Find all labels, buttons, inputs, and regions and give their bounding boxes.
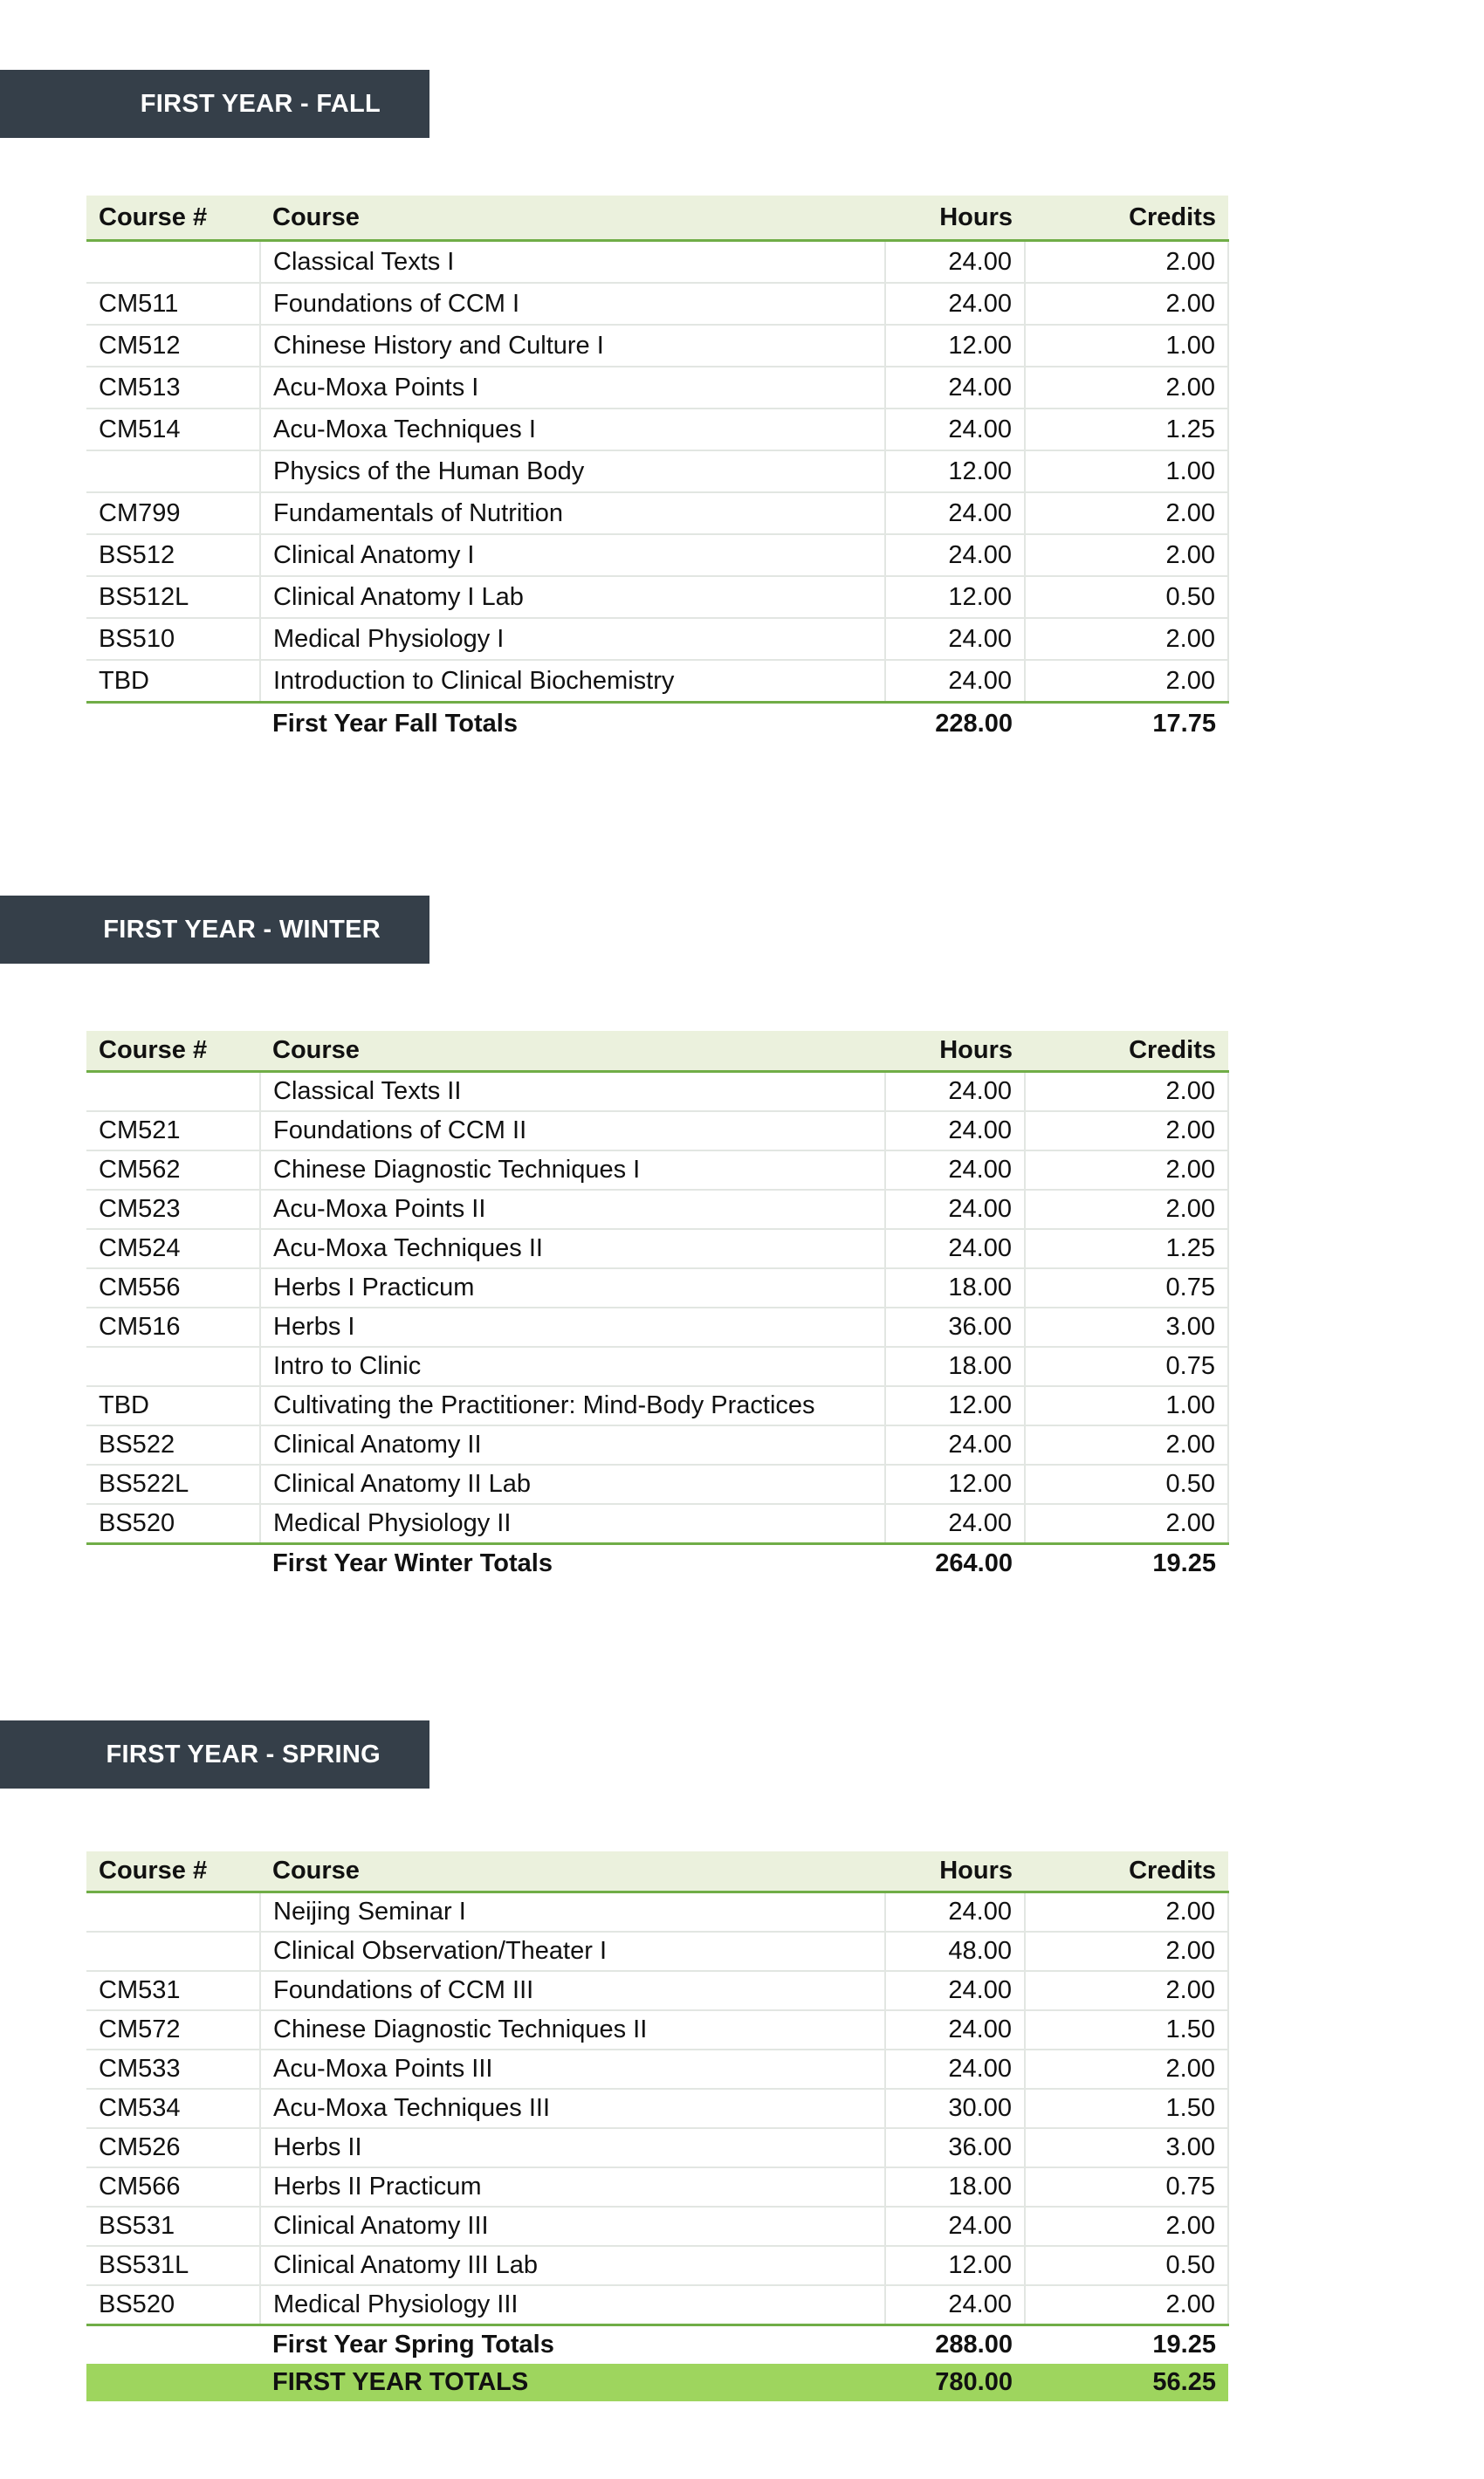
- course-name-cell: Chinese Diagnostic Techniques I: [260, 1150, 885, 1190]
- hours-cell: 24.00: [885, 492, 1025, 534]
- course-code-cell: CM512: [86, 325, 260, 367]
- course-name-cell: Clinical Anatomy II Lab: [260, 1465, 885, 1504]
- header-course: Course: [260, 1851, 885, 1892]
- hours-cell: 24.00: [885, 367, 1025, 409]
- course-name-cell: Acu-Moxa Techniques II: [260, 1229, 885, 1268]
- course-code-cell: CM556: [86, 1268, 260, 1308]
- course-name-cell: Intro to Clinic: [260, 1347, 885, 1386]
- table-row: [86, 576, 1228, 618]
- course-name-cell: Medical Physiology II: [260, 1504, 885, 1544]
- credits-cell: 2.00: [1025, 1111, 1228, 1150]
- section-total-row: [86, 1544, 1228, 1583]
- hours-cell: 18.00: [885, 1268, 1025, 1308]
- total-credits: 19.25: [1152, 2331, 1216, 2359]
- course-code-cell: CM513: [86, 367, 260, 409]
- course-code-cell: TBD: [86, 1386, 260, 1425]
- credits-cell: 2.00: [1025, 2285, 1228, 2325]
- course-code-cell: BS531L: [86, 2246, 260, 2285]
- hours-cell: 24.00: [885, 660, 1025, 703]
- table-row: [86, 2050, 1228, 2089]
- grand-total-label: FIRST YEAR TOTALS: [260, 2364, 885, 2401]
- credits-cell: 1.00: [1025, 1386, 1228, 1425]
- section-total-row: [86, 703, 1228, 745]
- hours-cell: 24.00: [885, 1229, 1025, 1268]
- credits-cell: 0.50: [1025, 2246, 1228, 2285]
- credits-cell: 2.00: [1025, 1425, 1228, 1465]
- hours-cell: 36.00: [885, 2128, 1025, 2167]
- course-name-cell: Medical Physiology I: [260, 618, 885, 660]
- course-code-cell: CM524: [86, 1229, 260, 1268]
- table-row: [86, 1229, 1228, 1268]
- course-name-cell: Physics of the Human Body: [260, 450, 885, 492]
- table-row: [86, 1308, 1228, 1347]
- course-name-cell: Herbs I Practicum: [260, 1268, 885, 1308]
- course-code-cell: CM534: [86, 2089, 260, 2128]
- credits-cell: 3.00: [1025, 2128, 1228, 2167]
- table-row: [86, 1268, 1228, 1308]
- credits-cell: 1.00: [1025, 450, 1228, 492]
- hours-cell: 12.00: [885, 325, 1025, 367]
- credits-cell: 2.00: [1025, 618, 1228, 660]
- credits-cell: 2.00: [1025, 2207, 1228, 2246]
- hours-cell: 24.00: [885, 1971, 1025, 2010]
- hours-cell: 12.00: [885, 1386, 1025, 1425]
- header-hours: Hours: [885, 1031, 1025, 1072]
- hours-cell: 24.00: [885, 2050, 1025, 2089]
- credits-cell: 2.00: [1025, 1072, 1228, 1112]
- credits-cell: 0.75: [1025, 2167, 1228, 2207]
- course-code-cell: CM799: [86, 492, 260, 534]
- course-code-cell: CM572: [86, 2010, 260, 2050]
- table-row: [86, 534, 1228, 576]
- hours-cell: 24.00: [885, 1425, 1025, 1465]
- table-header-row: [86, 1851, 1228, 1892]
- table-header-row: [86, 1031, 1228, 1072]
- course-code-cell: BS512L: [86, 576, 260, 618]
- course-code-cell: BS520: [86, 2285, 260, 2325]
- blank-cell: [86, 1544, 260, 1583]
- fall-course-table: [86, 196, 1229, 744]
- header-course-number: Course #: [86, 196, 260, 241]
- course-name-cell: Clinical Anatomy I: [260, 534, 885, 576]
- table-row: [86, 1971, 1228, 2010]
- course-name-cell: Clinical Observation/Theater I: [260, 1932, 885, 1971]
- table-row: [86, 2285, 1228, 2325]
- table-row: [86, 1386, 1228, 1425]
- table-row: [86, 2010, 1228, 2050]
- header-course: Course: [260, 196, 885, 241]
- table-row: [86, 450, 1228, 492]
- course-code-cell: CM533: [86, 2050, 260, 2089]
- hours-cell: 24.00: [885, 1504, 1025, 1544]
- hours-cell: 24.00: [885, 409, 1025, 450]
- course-code-cell: BS512: [86, 534, 260, 576]
- course-name-cell: Clinical Anatomy I Lab: [260, 576, 885, 618]
- course-code-cell: CM562: [86, 1150, 260, 1190]
- header-credits: Credits: [1025, 1851, 1228, 1892]
- credits-cell: 2.00: [1025, 1150, 1228, 1190]
- table-row: [86, 2128, 1228, 2167]
- section-total-row: [86, 2325, 1228, 2365]
- credits-cell: 0.50: [1025, 576, 1228, 618]
- credits-cell: 2.00: [1025, 283, 1228, 325]
- table-row: [86, 1892, 1228, 1933]
- course-name-cell: Herbs II Practicum: [260, 2167, 885, 2207]
- header-course-number: Course #: [86, 1031, 260, 1072]
- table-row: [86, 1150, 1228, 1190]
- spring-banner: FIRST YEAR - SPRING: [0, 1720, 429, 1789]
- total-credits: 17.75: [1152, 709, 1216, 738]
- table-row: [86, 2167, 1228, 2207]
- hours-cell: 24.00: [885, 2285, 1025, 2325]
- credits-cell: 2.00: [1025, 492, 1228, 534]
- course-code-cell: CM526: [86, 2128, 260, 2167]
- course-name-cell: Foundations of CCM II: [260, 1111, 885, 1150]
- course-code-cell: BS520: [86, 1504, 260, 1544]
- credits-cell: 2.00: [1025, 660, 1228, 703]
- course-name-cell: Foundations of CCM I: [260, 283, 885, 325]
- table-row: [86, 492, 1228, 534]
- hours-cell: 24.00: [885, 534, 1025, 576]
- credits-cell: 1.00: [1025, 325, 1228, 367]
- course-code-cell: [86, 1932, 260, 1971]
- header-hours: Hours: [885, 1851, 1025, 1892]
- course-name-cell: Clinical Anatomy III: [260, 2207, 885, 2246]
- hours-cell: 24.00: [885, 1072, 1025, 1112]
- table-row: [86, 2089, 1228, 2128]
- course-code-cell: CM531: [86, 1971, 260, 2010]
- total-hours: 288.00: [935, 2331, 1013, 2359]
- table-row: [86, 409, 1228, 450]
- course-name-cell: Classical Texts II: [260, 1072, 885, 1112]
- credits-cell: 2.00: [1025, 1932, 1228, 1971]
- table-row: [86, 1111, 1228, 1150]
- header-credits: Credits: [1025, 1031, 1228, 1072]
- grand-total-credits: 56.25: [1025, 2364, 1228, 2401]
- credits-cell: 0.75: [1025, 1268, 1228, 1308]
- blank-cell: [86, 703, 260, 745]
- hours-cell: 24.00: [885, 1892, 1025, 1933]
- hours-cell: 24.00: [885, 283, 1025, 325]
- course-code-cell: CM511: [86, 283, 260, 325]
- grand-total-hours: 780.00: [885, 2364, 1025, 2401]
- course-name-cell: Acu-Moxa Points III: [260, 2050, 885, 2089]
- course-code-cell: [86, 241, 260, 284]
- course-name-cell: Foundations of CCM III: [260, 1971, 885, 2010]
- hours-cell: 12.00: [885, 1465, 1025, 1504]
- table-row: [86, 660, 1228, 703]
- total-hours: 228.00: [935, 709, 1013, 738]
- course-code-cell: [86, 450, 260, 492]
- course-code-cell: BS510: [86, 618, 260, 660]
- table-row: [86, 367, 1228, 409]
- course-code-cell: BS522: [86, 1425, 260, 1465]
- total-hours: 264.00: [935, 1549, 1013, 1577]
- header-hours: Hours: [885, 196, 1025, 241]
- header-course: Course: [260, 1031, 885, 1072]
- hours-cell: 48.00: [885, 1932, 1025, 1971]
- table-row: [86, 1190, 1228, 1229]
- table-row: [86, 2246, 1228, 2285]
- credits-cell: 2.00: [1025, 1971, 1228, 2010]
- table-row: [86, 1347, 1228, 1386]
- blank-cell: [86, 2364, 260, 2401]
- table-row: [86, 1072, 1228, 1112]
- hours-cell: 12.00: [885, 576, 1025, 618]
- course-name-cell: Fundamentals of Nutrition: [260, 492, 885, 534]
- course-name-cell: Classical Texts I: [260, 241, 885, 284]
- course-name-cell: Acu-Moxa Techniques III: [260, 2089, 885, 2128]
- blank-cell: [86, 2325, 260, 2365]
- course-name-cell: Acu-Moxa Points I: [260, 367, 885, 409]
- winter-banner: FIRST YEAR - WINTER: [0, 896, 429, 964]
- credits-cell: 3.00: [1025, 1308, 1228, 1347]
- spring-course-table: [86, 1851, 1229, 2401]
- table-row: [86, 618, 1228, 660]
- hours-cell: 12.00: [885, 2246, 1025, 2285]
- course-code-cell: TBD: [86, 660, 260, 703]
- hours-cell: 24.00: [885, 2010, 1025, 2050]
- course-name-cell: Clinical Anatomy III Lab: [260, 2246, 885, 2285]
- course-code-cell: CM516: [86, 1308, 260, 1347]
- credits-cell: 1.25: [1025, 409, 1228, 450]
- credits-cell: 2.00: [1025, 534, 1228, 576]
- credits-cell: 2.00: [1025, 2050, 1228, 2089]
- course-name-cell: Medical Physiology III: [260, 2285, 885, 2325]
- course-name-cell: Herbs II: [260, 2128, 885, 2167]
- course-name-cell: Introduction to Clinical Biochemistry: [260, 660, 885, 703]
- course-code-cell: CM521: [86, 1111, 260, 1150]
- credits-cell: 0.75: [1025, 1347, 1228, 1386]
- hours-cell: 24.00: [885, 1190, 1025, 1229]
- table-row: [86, 1425, 1228, 1465]
- course-code-cell: CM523: [86, 1190, 260, 1229]
- total-label: First Year Winter Totals: [272, 1549, 553, 1577]
- header-course-number: Course #: [86, 1851, 260, 1892]
- hours-cell: 24.00: [885, 241, 1025, 284]
- hours-cell: 24.00: [885, 1111, 1025, 1150]
- course-code-cell: BS522L: [86, 1465, 260, 1504]
- course-code-cell: CM566: [86, 2167, 260, 2207]
- total-label: First Year Fall Totals: [272, 709, 518, 738]
- course-name-cell: Chinese History and Culture I: [260, 325, 885, 367]
- hours-cell: 12.00: [885, 450, 1025, 492]
- table-row: [86, 283, 1228, 325]
- course-code-cell: CM514: [86, 409, 260, 450]
- course-code-cell: [86, 1347, 260, 1386]
- course-code-cell: [86, 1892, 260, 1933]
- course-name-cell: Cultivating the Practitioner: Mind-Body Practices: [260, 1386, 885, 1425]
- hours-cell: 30.00: [885, 2089, 1025, 2128]
- total-label: First Year Spring Totals: [272, 2331, 554, 2359]
- table-row: [86, 241, 1228, 284]
- table-row: [86, 1504, 1228, 1544]
- course-name-cell: Acu-Moxa Points II: [260, 1190, 885, 1229]
- fall-banner: FIRST YEAR - FALL: [0, 70, 429, 138]
- course-code-cell: BS531: [86, 2207, 260, 2246]
- hours-cell: 18.00: [885, 2167, 1025, 2207]
- course-code-cell: [86, 1072, 260, 1112]
- credits-cell: 0.50: [1025, 1465, 1228, 1504]
- course-name-cell: Neijing Seminar I: [260, 1892, 885, 1933]
- table-row: [86, 1932, 1228, 1971]
- winter-course-table: [86, 1031, 1229, 1583]
- table-row: [86, 1465, 1228, 1504]
- credits-cell: 1.25: [1025, 1229, 1228, 1268]
- total-credits: 19.25: [1152, 1549, 1216, 1577]
- hours-cell: 24.00: [885, 2207, 1025, 2246]
- course-name-cell: Chinese Diagnostic Techniques II: [260, 2010, 885, 2050]
- table-header-row: [86, 196, 1228, 241]
- credits-cell: 2.00: [1025, 1892, 1228, 1933]
- course-name-cell: Clinical Anatomy II: [260, 1425, 885, 1465]
- credits-cell: 2.00: [1025, 367, 1228, 409]
- header-credits: Credits: [1025, 196, 1228, 241]
- credits-cell: 1.50: [1025, 2089, 1228, 2128]
- table-row: [86, 2207, 1228, 2246]
- course-name-cell: Acu-Moxa Techniques I: [260, 409, 885, 450]
- credits-cell: 1.50: [1025, 2010, 1228, 2050]
- credits-cell: 2.00: [1025, 241, 1228, 284]
- hours-cell: 18.00: [885, 1347, 1025, 1386]
- table-row: [86, 325, 1228, 367]
- hours-cell: 36.00: [885, 1308, 1025, 1347]
- credits-cell: 2.00: [1025, 1190, 1228, 1229]
- hours-cell: 24.00: [885, 1150, 1025, 1190]
- credits-cell: 2.00: [1025, 1504, 1228, 1544]
- course-name-cell: Herbs I: [260, 1308, 885, 1347]
- grand-total-row: [86, 2364, 1228, 2401]
- hours-cell: 24.00: [885, 618, 1025, 660]
